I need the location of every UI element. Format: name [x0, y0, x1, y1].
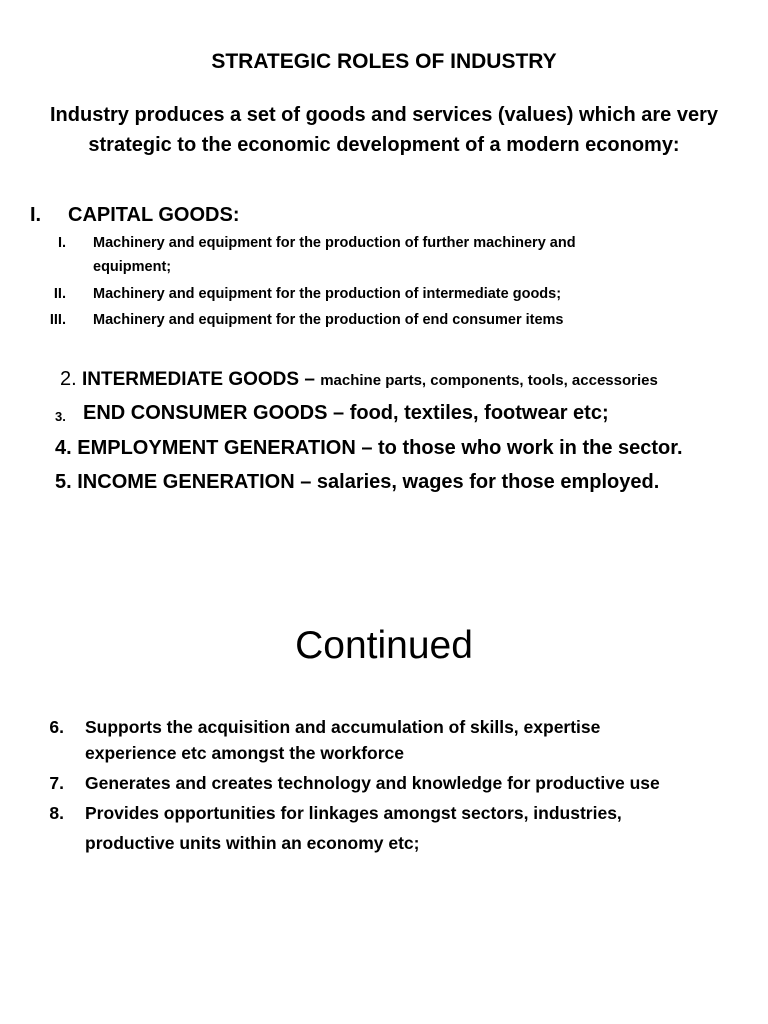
list-item-number: 4. — [55, 437, 72, 459]
list-item-detail: machine parts, components, tools, accessories — [320, 372, 658, 389]
list-item-label: END CONSUMER GOODS – food, textiles, footwear etc; — [83, 402, 609, 424]
page-title: STRATEGIC ROLES OF INDUSTRY — [211, 50, 557, 73]
sub-item-text: equipment; — [93, 259, 172, 275]
intro-line-2: strategic to the economic development of a modern economy: — [88, 134, 680, 156]
list-item-number: 2. — [60, 368, 77, 390]
list-item — [55, 471, 659, 494]
list-item — [55, 437, 683, 460]
sub-item-text: Machinery and equipment for the production of further machinery and — [93, 235, 576, 251]
list-item-label: EMPLOYMENT GENERATION – to those who work in the sector. — [77, 437, 683, 459]
capital-goods-heading: CAPITAL GOODS: — [68, 204, 240, 226]
list-item-text: Supports the acquisition and accumulation of skills, expertise — [85, 717, 601, 737]
sub-item-number: I. — [57, 235, 66, 251]
list-item-number: 8. — [49, 803, 64, 823]
capital-goods-number: I. — [30, 204, 42, 226]
list-item-label: INTERMEDIATE GOODS – — [81, 369, 315, 390]
sub-item-text: Machinery and equipment for the production of end consumer items — [93, 312, 564, 328]
list-item-text: Provides opportunities for linkages amongst sectors, industries, — [85, 803, 622, 823]
list-item-label: INCOME GENERATION – salaries, wages for those employed. — [77, 471, 660, 493]
list-item — [60, 368, 658, 391]
list-item-text: experience etc amongst the workforce — [85, 743, 404, 763]
list-item-number: 7. — [49, 773, 64, 793]
list-item-text: productive units within an economy etc; — [85, 833, 420, 853]
list-item-number: 3. — [55, 409, 66, 424]
continued-heading: Continued — [295, 624, 473, 667]
list-item-number: 5. — [55, 471, 72, 493]
list-item-number: 6. — [49, 717, 64, 737]
intro-line-1: Industry produces a set of goods and services (values) which are very — [49, 104, 718, 126]
list-item-text: Generates and creates technology and knowledge for productive use — [85, 773, 660, 793]
sub-item-text: Machinery and equipment for the production of intermediate goods; — [93, 286, 562, 302]
sub-item-number: III. — [49, 312, 66, 328]
sub-item-number: II. — [53, 286, 66, 302]
